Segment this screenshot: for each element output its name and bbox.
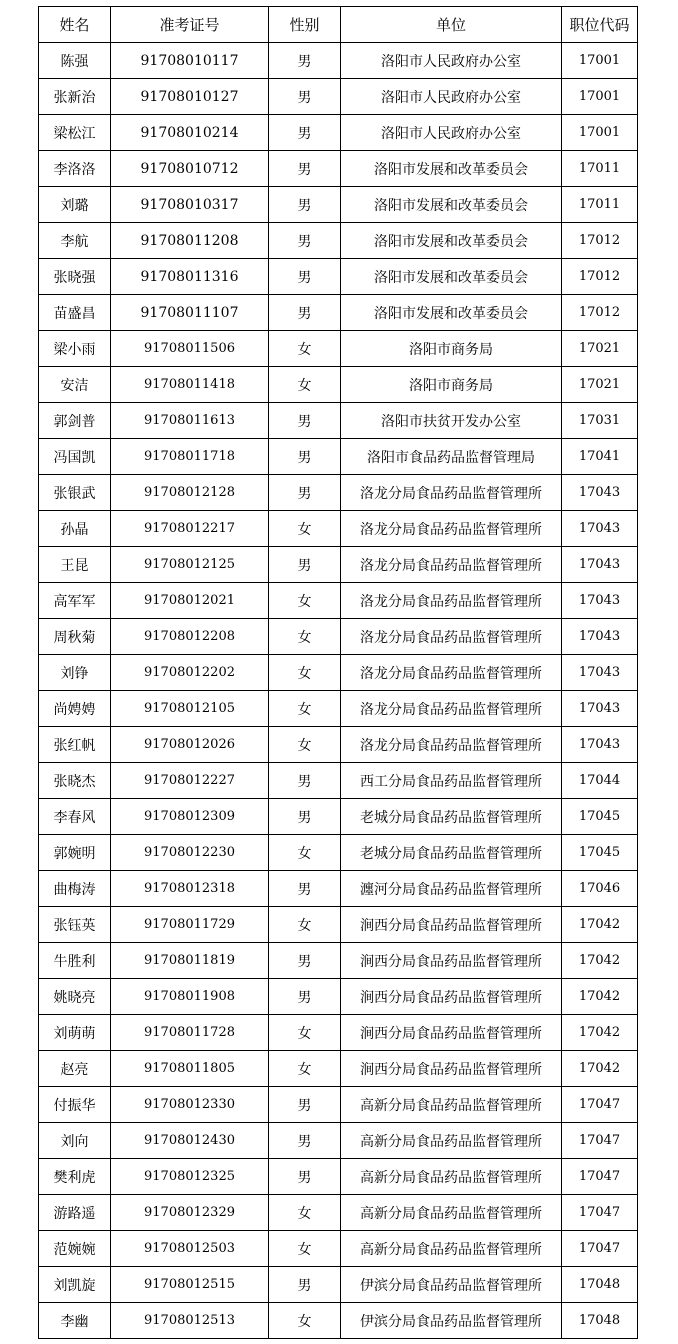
cell-position-code: 17021 [562, 367, 638, 403]
cell-unit: 洛阳市人民政府办公室 [341, 79, 562, 115]
cell-exam-id: 91708012026 [111, 727, 269, 763]
header-position-code: 职位代码 [562, 7, 638, 43]
cell-unit: 涧西分局食品药品监督管理所 [341, 1051, 562, 1087]
cell-exam-id: 91708011908 [111, 979, 269, 1015]
cell-exam-id: 91708011107 [111, 295, 269, 331]
cell-unit: 西工分局食品药品监督管理所 [341, 763, 562, 799]
cell-exam-id: 91708012318 [111, 871, 269, 907]
cell-position-code: 17042 [562, 1051, 638, 1087]
cell-name: 张晓杰 [39, 763, 111, 799]
cell-position-code: 17047 [562, 1231, 638, 1267]
cell-name: 曲梅涛 [39, 871, 111, 907]
cell-exam-id: 91708012128 [111, 475, 269, 511]
cell-name: 梁小雨 [39, 331, 111, 367]
cell-exam-id: 91708012021 [111, 583, 269, 619]
cell-name: 赵亮 [39, 1051, 111, 1087]
cell-exam-id: 91708011418 [111, 367, 269, 403]
cell-exam-id: 91708011805 [111, 1051, 269, 1087]
cell-position-code: 17043 [562, 655, 638, 691]
cell-unit: 涧西分局食品药品监督管理所 [341, 979, 562, 1015]
table-row [39, 1267, 638, 1303]
cell-position-code: 17043 [562, 619, 638, 655]
cell-unit: 洛龙分局食品药品监督管理所 [341, 727, 562, 763]
cell-position-code: 17011 [562, 187, 638, 223]
cell-exam-id: 91708011819 [111, 943, 269, 979]
cell-position-code: 17043 [562, 547, 638, 583]
cell-name: 李航 [39, 223, 111, 259]
cell-position-code: 17047 [562, 1195, 638, 1231]
cell-name: 樊利虎 [39, 1159, 111, 1195]
cell-name: 高军军 [39, 583, 111, 619]
cell-unit: 洛阳市发展和改革委员会 [341, 223, 562, 259]
cell-unit: 涧西分局食品药品监督管理所 [341, 907, 562, 943]
cell-position-code: 17042 [562, 979, 638, 1015]
cell-unit: 老城分局食品药品监督管理所 [341, 799, 562, 835]
cell-name: 李洛洛 [39, 151, 111, 187]
cell-gender: 男 [269, 871, 341, 907]
cell-gender: 女 [269, 727, 341, 763]
cell-unit: 洛龙分局食品药品监督管理所 [341, 511, 562, 547]
cell-exam-id: 91708011613 [111, 403, 269, 439]
cell-exam-id: 91708010712 [111, 151, 269, 187]
table-row [39, 547, 638, 583]
cell-unit: 洛龙分局食品药品监督管理所 [341, 619, 562, 655]
table-row [39, 583, 638, 619]
cell-unit: 洛龙分局食品药品监督管理所 [341, 583, 562, 619]
cell-position-code: 17046 [562, 871, 638, 907]
cell-exam-id: 91708010127 [111, 79, 269, 115]
table-row [39, 691, 638, 727]
cell-position-code: 17021 [562, 331, 638, 367]
cell-position-code: 17012 [562, 259, 638, 295]
cell-position-code: 17043 [562, 727, 638, 763]
cell-gender: 男 [269, 115, 341, 151]
candidate-table [38, 6, 638, 1339]
table-row [39, 511, 638, 547]
cell-exam-id: 91708012217 [111, 511, 269, 547]
cell-name: 刘向 [39, 1123, 111, 1159]
cell-position-code: 17045 [562, 799, 638, 835]
cell-unit: 涧西分局食品药品监督管理所 [341, 1015, 562, 1051]
cell-position-code: 17048 [562, 1303, 638, 1339]
cell-exam-id: 91708010117 [111, 43, 269, 79]
cell-unit: 伊滨分局食品药品监督管理所 [341, 1303, 562, 1339]
cell-position-code: 17043 [562, 511, 638, 547]
table-row [39, 1303, 638, 1339]
cell-name: 王昆 [39, 547, 111, 583]
cell-unit: 洛龙分局食品药品监督管理所 [341, 475, 562, 511]
cell-exam-id: 91708012208 [111, 619, 269, 655]
table-row [39, 367, 638, 403]
cell-gender: 男 [269, 763, 341, 799]
cell-gender: 女 [269, 1231, 341, 1267]
cell-exam-id: 91708012125 [111, 547, 269, 583]
header-unit: 单位 [341, 7, 562, 43]
cell-unit: 高新分局食品药品监督管理所 [341, 1195, 562, 1231]
cell-exam-id: 91708011718 [111, 439, 269, 475]
cell-gender: 女 [269, 907, 341, 943]
cell-exam-id: 91708012515 [111, 1267, 269, 1303]
table-row [39, 1015, 638, 1051]
cell-position-code: 17001 [562, 115, 638, 151]
table-row [39, 403, 638, 439]
cell-gender: 男 [269, 151, 341, 187]
cell-position-code: 17047 [562, 1123, 638, 1159]
cell-gender: 女 [269, 331, 341, 367]
cell-gender: 女 [269, 691, 341, 727]
cell-gender: 男 [269, 223, 341, 259]
cell-exam-id: 91708012329 [111, 1195, 269, 1231]
header-gender: 性别 [269, 7, 341, 43]
cell-exam-id: 91708012230 [111, 835, 269, 871]
cell-unit: 洛阳市扶贫开发办公室 [341, 403, 562, 439]
cell-gender: 女 [269, 1051, 341, 1087]
table-row [39, 151, 638, 187]
cell-position-code: 17042 [562, 1015, 638, 1051]
candidate-table-container [38, 6, 638, 1339]
cell-name: 张晓强 [39, 259, 111, 295]
cell-position-code: 17047 [562, 1087, 638, 1123]
cell-position-code: 17012 [562, 295, 638, 331]
cell-gender: 男 [269, 403, 341, 439]
table-row [39, 439, 638, 475]
cell-exam-id: 91708012105 [111, 691, 269, 727]
cell-exam-id: 91708012503 [111, 1231, 269, 1267]
table-row [39, 1123, 638, 1159]
cell-unit: 洛阳市发展和改革委员会 [341, 187, 562, 223]
cell-unit: 洛阳市人民政府办公室 [341, 43, 562, 79]
cell-exam-id: 91708012513 [111, 1303, 269, 1339]
table-row [39, 871, 638, 907]
cell-name: 游路遥 [39, 1195, 111, 1231]
table-row [39, 115, 638, 151]
cell-position-code: 17043 [562, 691, 638, 727]
cell-exam-id: 91708012330 [111, 1087, 269, 1123]
cell-gender: 女 [269, 1195, 341, 1231]
table-row [39, 655, 638, 691]
cell-gender: 男 [269, 979, 341, 1015]
table-row [39, 835, 638, 871]
cell-unit: 洛阳市商务局 [341, 331, 562, 367]
cell-exam-id: 91708012430 [111, 1123, 269, 1159]
table-row [39, 727, 638, 763]
header-row [39, 7, 638, 43]
cell-name: 张银武 [39, 475, 111, 511]
cell-exam-id: 91708012227 [111, 763, 269, 799]
table-row [39, 475, 638, 511]
cell-name: 张钰英 [39, 907, 111, 943]
cell-unit: 高新分局食品药品监督管理所 [341, 1123, 562, 1159]
header-exam-id: 准考证号 [111, 7, 269, 43]
table-row [39, 43, 638, 79]
table-header [39, 7, 638, 43]
cell-gender: 男 [269, 1267, 341, 1303]
table-row [39, 619, 638, 655]
cell-position-code: 17045 [562, 835, 638, 871]
cell-unit: 洛龙分局食品药品监督管理所 [341, 547, 562, 583]
header-name: 姓名 [39, 7, 111, 43]
cell-gender: 女 [269, 511, 341, 547]
cell-name: 张红帆 [39, 727, 111, 763]
cell-unit: 洛阳市人民政府办公室 [341, 115, 562, 151]
cell-name: 郭剑普 [39, 403, 111, 439]
cell-gender: 男 [269, 547, 341, 583]
cell-name: 孙晶 [39, 511, 111, 547]
cell-gender: 男 [269, 943, 341, 979]
cell-unit: 高新分局食品药品监督管理所 [341, 1087, 562, 1123]
cell-name: 安洁 [39, 367, 111, 403]
cell-unit: 高新分局食品药品监督管理所 [341, 1159, 562, 1195]
cell-unit: 洛阳市发展和改革委员会 [341, 295, 562, 331]
cell-name: 刘铮 [39, 655, 111, 691]
cell-unit: 瀍河分局食品药品监督管理所 [341, 871, 562, 907]
table-row [39, 187, 638, 223]
cell-exam-id: 91708011506 [111, 331, 269, 367]
cell-position-code: 17001 [562, 43, 638, 79]
cell-name: 周秋菊 [39, 619, 111, 655]
cell-exam-id: 91708012309 [111, 799, 269, 835]
cell-gender: 男 [269, 1159, 341, 1195]
cell-name: 牛胜利 [39, 943, 111, 979]
cell-unit: 洛阳市发展和改革委员会 [341, 259, 562, 295]
cell-unit: 老城分局食品药品监督管理所 [341, 835, 562, 871]
cell-position-code: 17042 [562, 943, 638, 979]
cell-name: 姚晓亮 [39, 979, 111, 1015]
cell-unit: 洛阳市商务局 [341, 367, 562, 403]
cell-position-code: 17031 [562, 403, 638, 439]
cell-exam-id: 91708012202 [111, 655, 269, 691]
cell-name: 范婉婉 [39, 1231, 111, 1267]
cell-gender: 女 [269, 367, 341, 403]
table-row [39, 1087, 638, 1123]
cell-position-code: 17012 [562, 223, 638, 259]
cell-exam-id: 91708011316 [111, 259, 269, 295]
cell-gender: 男 [269, 187, 341, 223]
cell-position-code: 17043 [562, 475, 638, 511]
table-row [39, 331, 638, 367]
cell-exam-id: 91708010317 [111, 187, 269, 223]
cell-exam-id: 91708011728 [111, 1015, 269, 1051]
cell-position-code: 17041 [562, 439, 638, 475]
cell-name: 苗盛昌 [39, 295, 111, 331]
cell-position-code: 17001 [562, 79, 638, 115]
table-row [39, 799, 638, 835]
cell-unit: 高新分局食品药品监督管理所 [341, 1231, 562, 1267]
cell-name: 李幽 [39, 1303, 111, 1339]
cell-name: 尚娉娉 [39, 691, 111, 727]
cell-exam-id: 91708011729 [111, 907, 269, 943]
table-row [39, 1195, 638, 1231]
table-row [39, 943, 638, 979]
table-body [39, 43, 638, 1339]
cell-gender: 女 [269, 655, 341, 691]
cell-name: 梁松江 [39, 115, 111, 151]
cell-position-code: 17011 [562, 151, 638, 187]
cell-name: 张新治 [39, 79, 111, 115]
cell-gender: 女 [269, 1015, 341, 1051]
cell-gender: 女 [269, 619, 341, 655]
cell-unit: 洛龙分局食品药品监督管理所 [341, 655, 562, 691]
cell-gender: 男 [269, 259, 341, 295]
cell-position-code: 17048 [562, 1267, 638, 1303]
cell-unit: 伊滨分局食品药品监督管理所 [341, 1267, 562, 1303]
cell-name: 冯国凯 [39, 439, 111, 475]
cell-gender: 男 [269, 1087, 341, 1123]
table-row [39, 979, 638, 1015]
cell-name: 刘萌萌 [39, 1015, 111, 1051]
cell-gender: 女 [269, 1303, 341, 1339]
cell-unit: 洛阳市食品药品监督管理局 [341, 439, 562, 475]
cell-exam-id: 91708012325 [111, 1159, 269, 1195]
table-row [39, 1231, 638, 1267]
cell-name: 付振华 [39, 1087, 111, 1123]
cell-gender: 男 [269, 799, 341, 835]
table-row [39, 259, 638, 295]
cell-unit: 涧西分局食品药品监督管理所 [341, 943, 562, 979]
cell-exam-id: 91708011208 [111, 223, 269, 259]
cell-position-code: 17043 [562, 583, 638, 619]
cell-name: 李春风 [39, 799, 111, 835]
table-row [39, 763, 638, 799]
cell-gender: 男 [269, 79, 341, 115]
cell-gender: 男 [269, 1123, 341, 1159]
cell-gender: 女 [269, 583, 341, 619]
table-row [39, 1051, 638, 1087]
table-row [39, 907, 638, 943]
table-row [39, 223, 638, 259]
cell-gender: 女 [269, 835, 341, 871]
cell-name: 刘璐 [39, 187, 111, 223]
cell-position-code: 17042 [562, 907, 638, 943]
cell-gender: 男 [269, 43, 341, 79]
table-row [39, 79, 638, 115]
table-row [39, 295, 638, 331]
cell-name: 刘凯旋 [39, 1267, 111, 1303]
cell-gender: 男 [269, 475, 341, 511]
cell-unit: 洛龙分局食品药品监督管理所 [341, 691, 562, 727]
table-row [39, 1159, 638, 1195]
cell-gender: 男 [269, 295, 341, 331]
cell-exam-id: 91708010214 [111, 115, 269, 151]
cell-unit: 洛阳市发展和改革委员会 [341, 151, 562, 187]
cell-position-code: 17047 [562, 1159, 638, 1195]
cell-gender: 男 [269, 439, 341, 475]
cell-name: 陈强 [39, 43, 111, 79]
cell-name: 郭婉明 [39, 835, 111, 871]
cell-position-code: 17044 [562, 763, 638, 799]
